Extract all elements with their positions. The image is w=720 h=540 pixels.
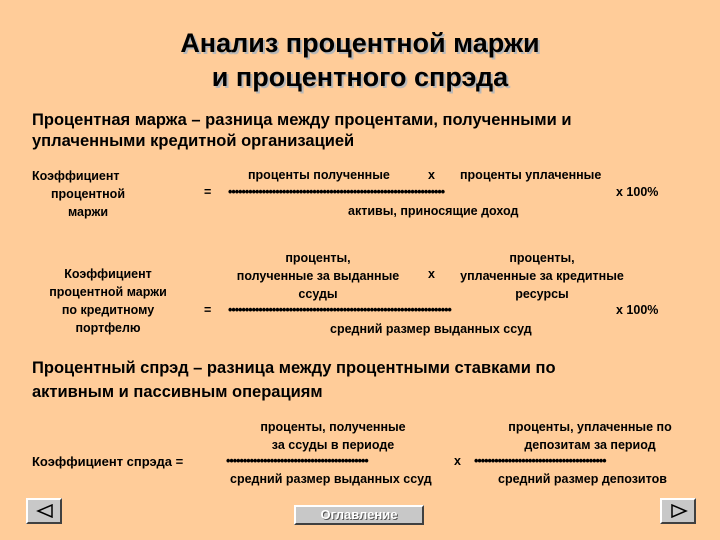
- formula2-label-line: по кредитному: [61, 303, 155, 317]
- formula2-numerator-left-line: ссуды: [298, 287, 338, 301]
- spread-definition-line1: Процентный спрэд – разница между процентными ставками по: [32, 359, 556, 377]
- formula2-label-line: Коэффициент: [64, 267, 152, 281]
- formula2-label: [28, 265, 188, 337]
- formula1-denominator: активы, приносящие доход: [348, 204, 519, 218]
- formula2-label-line: процентной маржи: [49, 285, 167, 299]
- formula2-numerator-right-line: ресурсы: [515, 287, 569, 301]
- formula1-fraction-line: ••••••••••••••••••••••••••••••••••••••••••••••••••••••••••••••••: [228, 185, 445, 199]
- formula1-operator: х: [428, 168, 435, 182]
- formula2-fraction-line: ••••••••••••••••••••••••••••••••••••••••••••••••••••••••••••••••••: [228, 303, 451, 317]
- formula2-operator: х: [428, 267, 435, 281]
- formula3-numerator-left: [236, 418, 430, 454]
- triangle-right-icon: [670, 504, 688, 518]
- margin-definition-line2: уплаченными кредитной организацией: [32, 132, 355, 150]
- formula1-label-line: процентной: [51, 187, 125, 201]
- formula3-numerator-left-line: за ссуды в периоде: [271, 438, 395, 452]
- spread-definition-line2: активным и пассивным операциям: [32, 383, 323, 401]
- prev-slide-button[interactable]: [26, 498, 62, 524]
- next-slide-button[interactable]: [660, 498, 696, 524]
- formula1-percent: х 100%: [616, 185, 659, 199]
- formula2-numerator-left: [222, 249, 414, 303]
- formula3-numerator-right-line: проценты, уплаченные по: [508, 420, 672, 434]
- formula3-numerator-right: [480, 418, 700, 454]
- formula1-numerator-right: проценты уплаченные: [460, 168, 602, 182]
- formula3-denominator-right: средний размер депозитов: [498, 472, 667, 486]
- formula3-denominator-left: средний размер выданных ссуд: [230, 472, 432, 486]
- spread-definition: [32, 358, 702, 403]
- formula3-label: Коэффициент спрэда =: [32, 454, 184, 469]
- formula2-label-line: портфелю: [75, 321, 141, 335]
- page-title-line1: Анализ процентной маржи: [180, 28, 540, 58]
- formula2-numerator-left-line: проценты,: [285, 251, 351, 265]
- formula2-numerator-right-line: проценты,: [509, 251, 575, 265]
- formula3-operator: х: [454, 454, 461, 468]
- formula2-equals: =: [204, 303, 212, 317]
- triangle-left-icon: [36, 504, 54, 518]
- formula2-numerator-left-line: полученные за выданные: [236, 269, 400, 283]
- formula3-numerator-right-line: депозитам за период: [524, 438, 656, 452]
- contents-button[interactable]: Оглавление: [294, 505, 424, 525]
- margin-definition-line1: Процентная маржа – разница между процентами, полученными и: [32, 111, 572, 129]
- page-title-line2: и процентного спрэда: [211, 62, 509, 92]
- formula3-fraction-line-right: •••••••••••••••••••••••••••••••••••••••: [474, 454, 606, 468]
- formula2-numerator-right-line: уплаченные за кредитные: [460, 269, 624, 283]
- formula1-label: [32, 167, 144, 221]
- formula2-percent: х 100%: [616, 303, 659, 317]
- margin-definition: [32, 110, 702, 152]
- formula2-denominator: средний размер выданных ссуд: [330, 322, 532, 336]
- formula1-equals: =: [204, 185, 212, 199]
- formula2-numerator-right: [444, 249, 640, 303]
- formula3-numerator-left-line: проценты, полученные: [260, 420, 406, 434]
- formula3-fraction-line-left: ••••••••••••••••••••••••••••••••••••••••••: [226, 454, 368, 468]
- formula1-label-line: маржи: [67, 205, 109, 219]
- formula1-numerator-left: проценты полученные: [248, 168, 390, 182]
- formula1-label-line: Коэффициент: [32, 169, 120, 183]
